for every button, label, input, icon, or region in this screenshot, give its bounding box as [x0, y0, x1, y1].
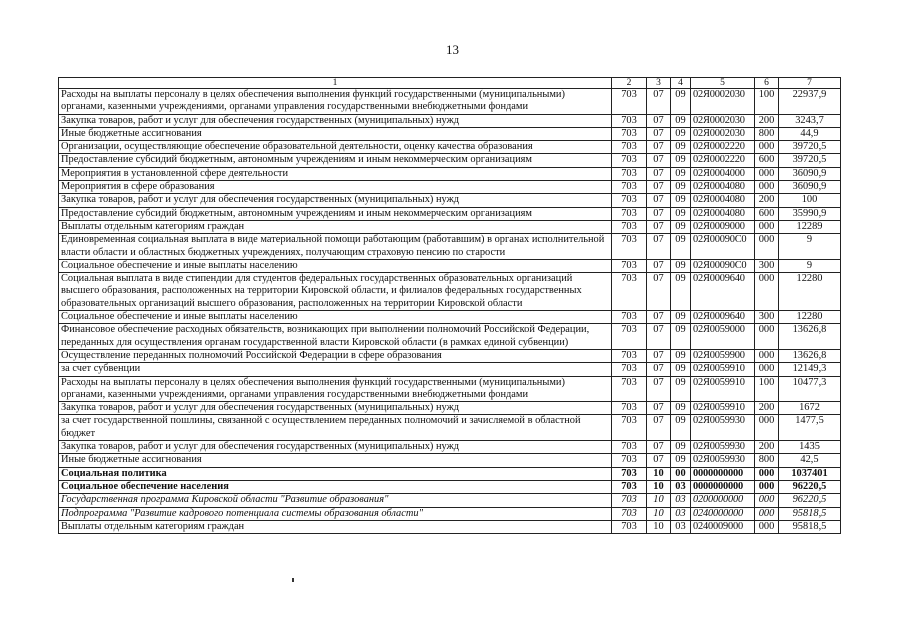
cell-name: Организации, осуществляющие обеспечение образовательной деятельности, оценку качества образования — [59, 141, 612, 154]
cell-section: 07 — [647, 114, 671, 127]
cell-ministry-code: 703 — [612, 480, 647, 493]
cell-amount: 39720,5 — [779, 154, 841, 167]
cell-subsection: 09 — [671, 441, 691, 454]
cell-expense-type: 000 — [755, 220, 779, 233]
cell-expense-type: 100 — [755, 89, 779, 115]
cell-name: Закупка товаров, работ и услуг для обеспечения государственных (муниципальных) нужд — [59, 114, 612, 127]
cell-name: за счет субвенции — [59, 363, 612, 376]
cell-section: 07 — [647, 220, 671, 233]
cell-ministry-code: 703 — [612, 402, 647, 415]
cell-target-article: 0200000000 — [691, 494, 755, 507]
page-number: 13 — [446, 42, 459, 57]
cell-amount: 1477,5 — [779, 415, 841, 441]
table-row — [59, 141, 841, 154]
cell-name: Выплаты отдельным категориям граждан — [59, 220, 612, 233]
cell-target-article: 02Я0002220 — [691, 154, 755, 167]
cell-name: Предоставление субсидий бюджетным, автономным учреждениям и иным некоммерческим организациям — [59, 207, 612, 220]
cell-section: 07 — [647, 376, 671, 402]
cell-expense-type: 800 — [755, 454, 779, 467]
cell-target-article: 02Я0059900 — [691, 349, 755, 362]
cell-ministry-code: 703 — [612, 454, 647, 467]
header-col-4: 4 — [671, 78, 691, 89]
cell-expense-type: 200 — [755, 114, 779, 127]
cell-target-article: 02Я0059930 — [691, 415, 755, 441]
cell-ministry-code: 703 — [612, 324, 647, 350]
cell-expense-type: 000 — [755, 520, 779, 533]
cell-expense-type: 000 — [755, 507, 779, 520]
cell-expense-type: 000 — [755, 363, 779, 376]
cell-name: Закупка товаров, работ и услуг для обеспечения государственных (муниципальных) нужд — [59, 402, 612, 415]
cell-expense-type: 000 — [755, 415, 779, 441]
cell-target-article: 02Я0004080 — [691, 194, 755, 207]
cell-amount: 96220,5 — [779, 480, 841, 493]
cell-ministry-code: 703 — [612, 507, 647, 520]
cell-subsection: 09 — [671, 181, 691, 194]
cell-name: Социальное обеспечение и иные выплаты населению — [59, 259, 612, 272]
cell-name: Иные бюджетные ассигнования — [59, 127, 612, 140]
cell-section: 07 — [647, 324, 671, 350]
cell-amount: 3243,7 — [779, 114, 841, 127]
cell-amount: 42,5 — [779, 454, 841, 467]
header-col-2: 2 — [612, 78, 647, 89]
cell-target-article: 02Я0059930 — [691, 454, 755, 467]
cell-amount: 95818,5 — [779, 507, 841, 520]
table-row — [59, 259, 841, 272]
cell-expense-type: 000 — [755, 167, 779, 180]
cell-expense-type: 000 — [755, 349, 779, 362]
cell-amount: 13626,8 — [779, 349, 841, 362]
cell-target-article: 02Я0002220 — [691, 141, 755, 154]
cell-ministry-code: 703 — [612, 467, 647, 480]
cell-ministry-code: 703 — [612, 141, 647, 154]
cell-target-article: 0240000000 — [691, 507, 755, 520]
cell-section: 07 — [647, 181, 671, 194]
cell-expense-type: 000 — [755, 467, 779, 480]
table-row — [59, 376, 841, 402]
table-row — [59, 194, 841, 207]
cell-amount: 9 — [779, 259, 841, 272]
cell-subsection: 03 — [671, 507, 691, 520]
cell-ministry-code: 703 — [612, 415, 647, 441]
cell-section: 07 — [647, 441, 671, 454]
cell-target-article: 02Я0059930 — [691, 441, 755, 454]
cell-section: 07 — [647, 89, 671, 115]
cell-ministry-code: 703 — [612, 114, 647, 127]
cell-amount: 44,9 — [779, 127, 841, 140]
table-row — [59, 349, 841, 362]
cell-ministry-code: 703 — [612, 376, 647, 402]
cell-expense-type: 200 — [755, 402, 779, 415]
cell-expense-type: 000 — [755, 234, 779, 260]
table-row — [59, 273, 841, 311]
cell-amount: 22937,9 — [779, 89, 841, 115]
cell-subsection: 09 — [671, 127, 691, 140]
cell-name: Закупка товаров, работ и услуг для обеспечения государственных (муниципальных) нужд — [59, 194, 612, 207]
cell-name: Выплаты отдельным категориям граждан — [59, 520, 612, 533]
cell-section: 07 — [647, 194, 671, 207]
cell-subsection: 09 — [671, 89, 691, 115]
header-col-1: 1 — [59, 78, 612, 89]
cell-target-article: 02Я0004000 — [691, 167, 755, 180]
table-header-row — [59, 78, 841, 89]
cell-target-article: 02Я0059910 — [691, 363, 755, 376]
cell-name: Социальная выплата в виде стипендии для студентов федеральных государственных образовательных организаций высшего образования, расположенных на территории Кировской области, и филиалов федеральных государственных образовательных организаций высшего образования, расположенных на территории Кировской области — [59, 273, 612, 311]
table-row — [59, 114, 841, 127]
cell-target-article: 02Я00090С0 — [691, 259, 755, 272]
table-row — [59, 402, 841, 415]
table-row — [59, 520, 841, 533]
header-col-3: 3 — [647, 78, 671, 89]
cell-target-article: 02Я0002030 — [691, 114, 755, 127]
cell-subsection: 09 — [671, 114, 691, 127]
cell-section: 07 — [647, 127, 671, 140]
header-col-6: 6 — [755, 78, 779, 89]
cell-expense-type: 200 — [755, 194, 779, 207]
cell-target-article: 02Я0059910 — [691, 376, 755, 402]
cell-subsection: 09 — [671, 259, 691, 272]
cell-target-article: 02Я0004080 — [691, 207, 755, 220]
table-row — [59, 480, 841, 493]
table-row — [59, 167, 841, 180]
cell-name: Предоставление субсидий бюджетным, автономным учреждениям и иным некоммерческим организациям — [59, 154, 612, 167]
cell-ministry-code: 703 — [612, 194, 647, 207]
cell-name: Подпрограмма "Развитие кадрового потенциала системы образования области" — [59, 507, 612, 520]
cell-expense-type: 300 — [755, 311, 779, 324]
cell-section: 07 — [647, 154, 671, 167]
cell-amount: 9 — [779, 234, 841, 260]
cell-target-article: 02Я0002030 — [691, 127, 755, 140]
cell-subsection: 09 — [671, 154, 691, 167]
cell-subsection: 09 — [671, 311, 691, 324]
cell-amount: 96220,5 — [779, 494, 841, 507]
cell-section: 07 — [647, 363, 671, 376]
cell-subsection: 09 — [671, 402, 691, 415]
cell-section: 10 — [647, 520, 671, 533]
cell-target-article: 02Я0002030 — [691, 89, 755, 115]
cell-target-article: 02Я0059910 — [691, 402, 755, 415]
cell-section: 07 — [647, 259, 671, 272]
cell-name: Закупка товаров, работ и услуг для обеспечения государственных (муниципальных) нужд — [59, 441, 612, 454]
cell-section: 07 — [647, 415, 671, 441]
cell-expense-type: 000 — [755, 324, 779, 350]
cell-section: 07 — [647, 402, 671, 415]
cell-subsection: 03 — [671, 494, 691, 507]
cell-ministry-code: 703 — [612, 259, 647, 272]
cell-subsection: 09 — [671, 220, 691, 233]
cell-subsection: 09 — [671, 141, 691, 154]
cell-ministry-code: 703 — [612, 273, 647, 311]
cell-ministry-code: 703 — [612, 234, 647, 260]
table-row — [59, 494, 841, 507]
cell-target-article: 0000000000 — [691, 467, 755, 480]
cell-target-article: 02Я00090С0 — [691, 234, 755, 260]
header-col-5: 5 — [691, 78, 755, 89]
cell-target-article: 0240009000 — [691, 520, 755, 533]
cell-expense-type: 100 — [755, 376, 779, 402]
cell-amount: 100 — [779, 194, 841, 207]
cell-amount: 12280 — [779, 311, 841, 324]
cell-subsection: 03 — [671, 520, 691, 533]
table-row — [59, 181, 841, 194]
table-row — [59, 324, 841, 350]
cell-target-article: 0000000000 — [691, 480, 755, 493]
cell-subsection: 09 — [671, 273, 691, 311]
table-row — [59, 127, 841, 140]
cell-ministry-code: 703 — [612, 363, 647, 376]
cell-name: Расходы на выплаты персоналу в целях обеспечения выполнения функций государственными (муниципальными) органами, казенными учреждениями, органами управления государственными внебюджетными фондами — [59, 376, 612, 402]
cell-expense-type: 000 — [755, 141, 779, 154]
cell-target-article: 02Я0009640 — [691, 273, 755, 311]
cell-subsection: 03 — [671, 480, 691, 493]
table-row — [59, 220, 841, 233]
cell-name: Иные бюджетные ассигнования — [59, 454, 612, 467]
cell-amount: 12280 — [779, 273, 841, 311]
cell-amount: 1435 — [779, 441, 841, 454]
cell-subsection: 09 — [671, 324, 691, 350]
cell-amount: 35990,9 — [779, 207, 841, 220]
cell-ministry-code: 703 — [612, 494, 647, 507]
cell-expense-type: 000 — [755, 181, 779, 194]
cell-amount: 13626,8 — [779, 324, 841, 350]
table-row — [59, 415, 841, 441]
cell-amount: 95818,5 — [779, 520, 841, 533]
cell-name: Социальное обеспечение и иные выплаты населению — [59, 311, 612, 324]
cell-amount: 1672 — [779, 402, 841, 415]
cell-section: 07 — [647, 349, 671, 362]
table-row — [59, 311, 841, 324]
cell-ministry-code: 703 — [612, 181, 647, 194]
cell-section: 07 — [647, 207, 671, 220]
cell-expense-type: 000 — [755, 480, 779, 493]
cell-amount: 36090,9 — [779, 181, 841, 194]
cell-target-article: 02Я0059000 — [691, 324, 755, 350]
cell-ministry-code: 703 — [612, 311, 647, 324]
table-body — [59, 89, 841, 534]
cell-target-article: 02Я0004080 — [691, 181, 755, 194]
cell-amount: 12289 — [779, 220, 841, 233]
header-col-7: 7 — [779, 78, 841, 89]
cell-expense-type: 000 — [755, 494, 779, 507]
cell-section: 10 — [647, 480, 671, 493]
cell-ministry-code: 703 — [612, 127, 647, 140]
scan-artifact — [292, 578, 294, 582]
cell-name: Осуществление переданных полномочий Российской Федерации в сфере образования — [59, 349, 612, 362]
cell-name: Расходы на выплаты персоналу в целях обеспечения выполнения функций государственными (муниципальными) органами, казенными учреждениями, органами управления государственными внебюджетными фондами — [59, 89, 612, 115]
table-row — [59, 363, 841, 376]
cell-expense-type: 600 — [755, 207, 779, 220]
cell-section: 07 — [647, 141, 671, 154]
cell-subsection: 09 — [671, 454, 691, 467]
cell-target-article: 02Я0009000 — [691, 220, 755, 233]
cell-section: 10 — [647, 467, 671, 480]
cell-amount: 1037401 — [779, 467, 841, 480]
cell-subsection: 09 — [671, 167, 691, 180]
cell-section: 07 — [647, 234, 671, 260]
cell-expense-type: 200 — [755, 441, 779, 454]
cell-subsection: 00 — [671, 467, 691, 480]
cell-subsection: 09 — [671, 234, 691, 260]
table-row — [59, 467, 841, 480]
cell-section: 10 — [647, 507, 671, 520]
cell-name: Социальная политика — [59, 467, 612, 480]
cell-subsection: 09 — [671, 415, 691, 441]
cell-subsection: 09 — [671, 194, 691, 207]
cell-amount: 36090,9 — [779, 167, 841, 180]
cell-subsection: 09 — [671, 376, 691, 402]
cell-ministry-code: 703 — [612, 207, 647, 220]
cell-name: Финансовое обеспечение расходных обязательств, возникающих при выполнении полномочий Российской Федерации, переданных для осуществления органам государственной власти Кировской области (в рамках единой субвенции) — [59, 324, 612, 350]
table-row — [59, 454, 841, 467]
budget-table — [58, 77, 841, 534]
table-row — [59, 507, 841, 520]
table-row — [59, 154, 841, 167]
cell-amount: 12149,3 — [779, 363, 841, 376]
cell-name: Мероприятия в установленной сфере деятельности — [59, 167, 612, 180]
cell-subsection: 09 — [671, 207, 691, 220]
table-row — [59, 207, 841, 220]
cell-ministry-code: 703 — [612, 167, 647, 180]
cell-name: Единовременная социальная выплата в виде материальной помощи работающим (работавшим) в органах исполнительной власти области и областных бюджетных учреждениях, получающим страховую пенсию по старости — [59, 234, 612, 260]
cell-subsection: 09 — [671, 363, 691, 376]
cell-ministry-code: 703 — [612, 441, 647, 454]
cell-subsection: 09 — [671, 349, 691, 362]
cell-name: за счет государственной пошлины, связанной с осуществлением переданных полномочий и зачисляемой в областной бюджет — [59, 415, 612, 441]
table-row — [59, 89, 841, 115]
cell-expense-type: 800 — [755, 127, 779, 140]
cell-amount: 39720,5 — [779, 141, 841, 154]
cell-ministry-code: 703 — [612, 220, 647, 233]
cell-name: Мероприятия в сфере образования — [59, 181, 612, 194]
cell-amount: 10477,3 — [779, 376, 841, 402]
cell-expense-type: 000 — [755, 273, 779, 311]
cell-section: 07 — [647, 167, 671, 180]
cell-name: Социальное обеспечение населения — [59, 480, 612, 493]
cell-target-article: 02Я0009640 — [691, 311, 755, 324]
cell-section: 07 — [647, 273, 671, 311]
cell-ministry-code: 703 — [612, 89, 647, 115]
cell-expense-type: 600 — [755, 154, 779, 167]
cell-expense-type: 300 — [755, 259, 779, 272]
cell-ministry-code: 703 — [612, 520, 647, 533]
cell-section: 07 — [647, 454, 671, 467]
cell-ministry-code: 703 — [612, 154, 647, 167]
cell-section: 07 — [647, 311, 671, 324]
cell-ministry-code: 703 — [612, 349, 647, 362]
cell-name: Государственная программа Кировской области "Развитие образования" — [59, 494, 612, 507]
table-row — [59, 234, 841, 260]
table-row — [59, 441, 841, 454]
cell-section: 10 — [647, 494, 671, 507]
